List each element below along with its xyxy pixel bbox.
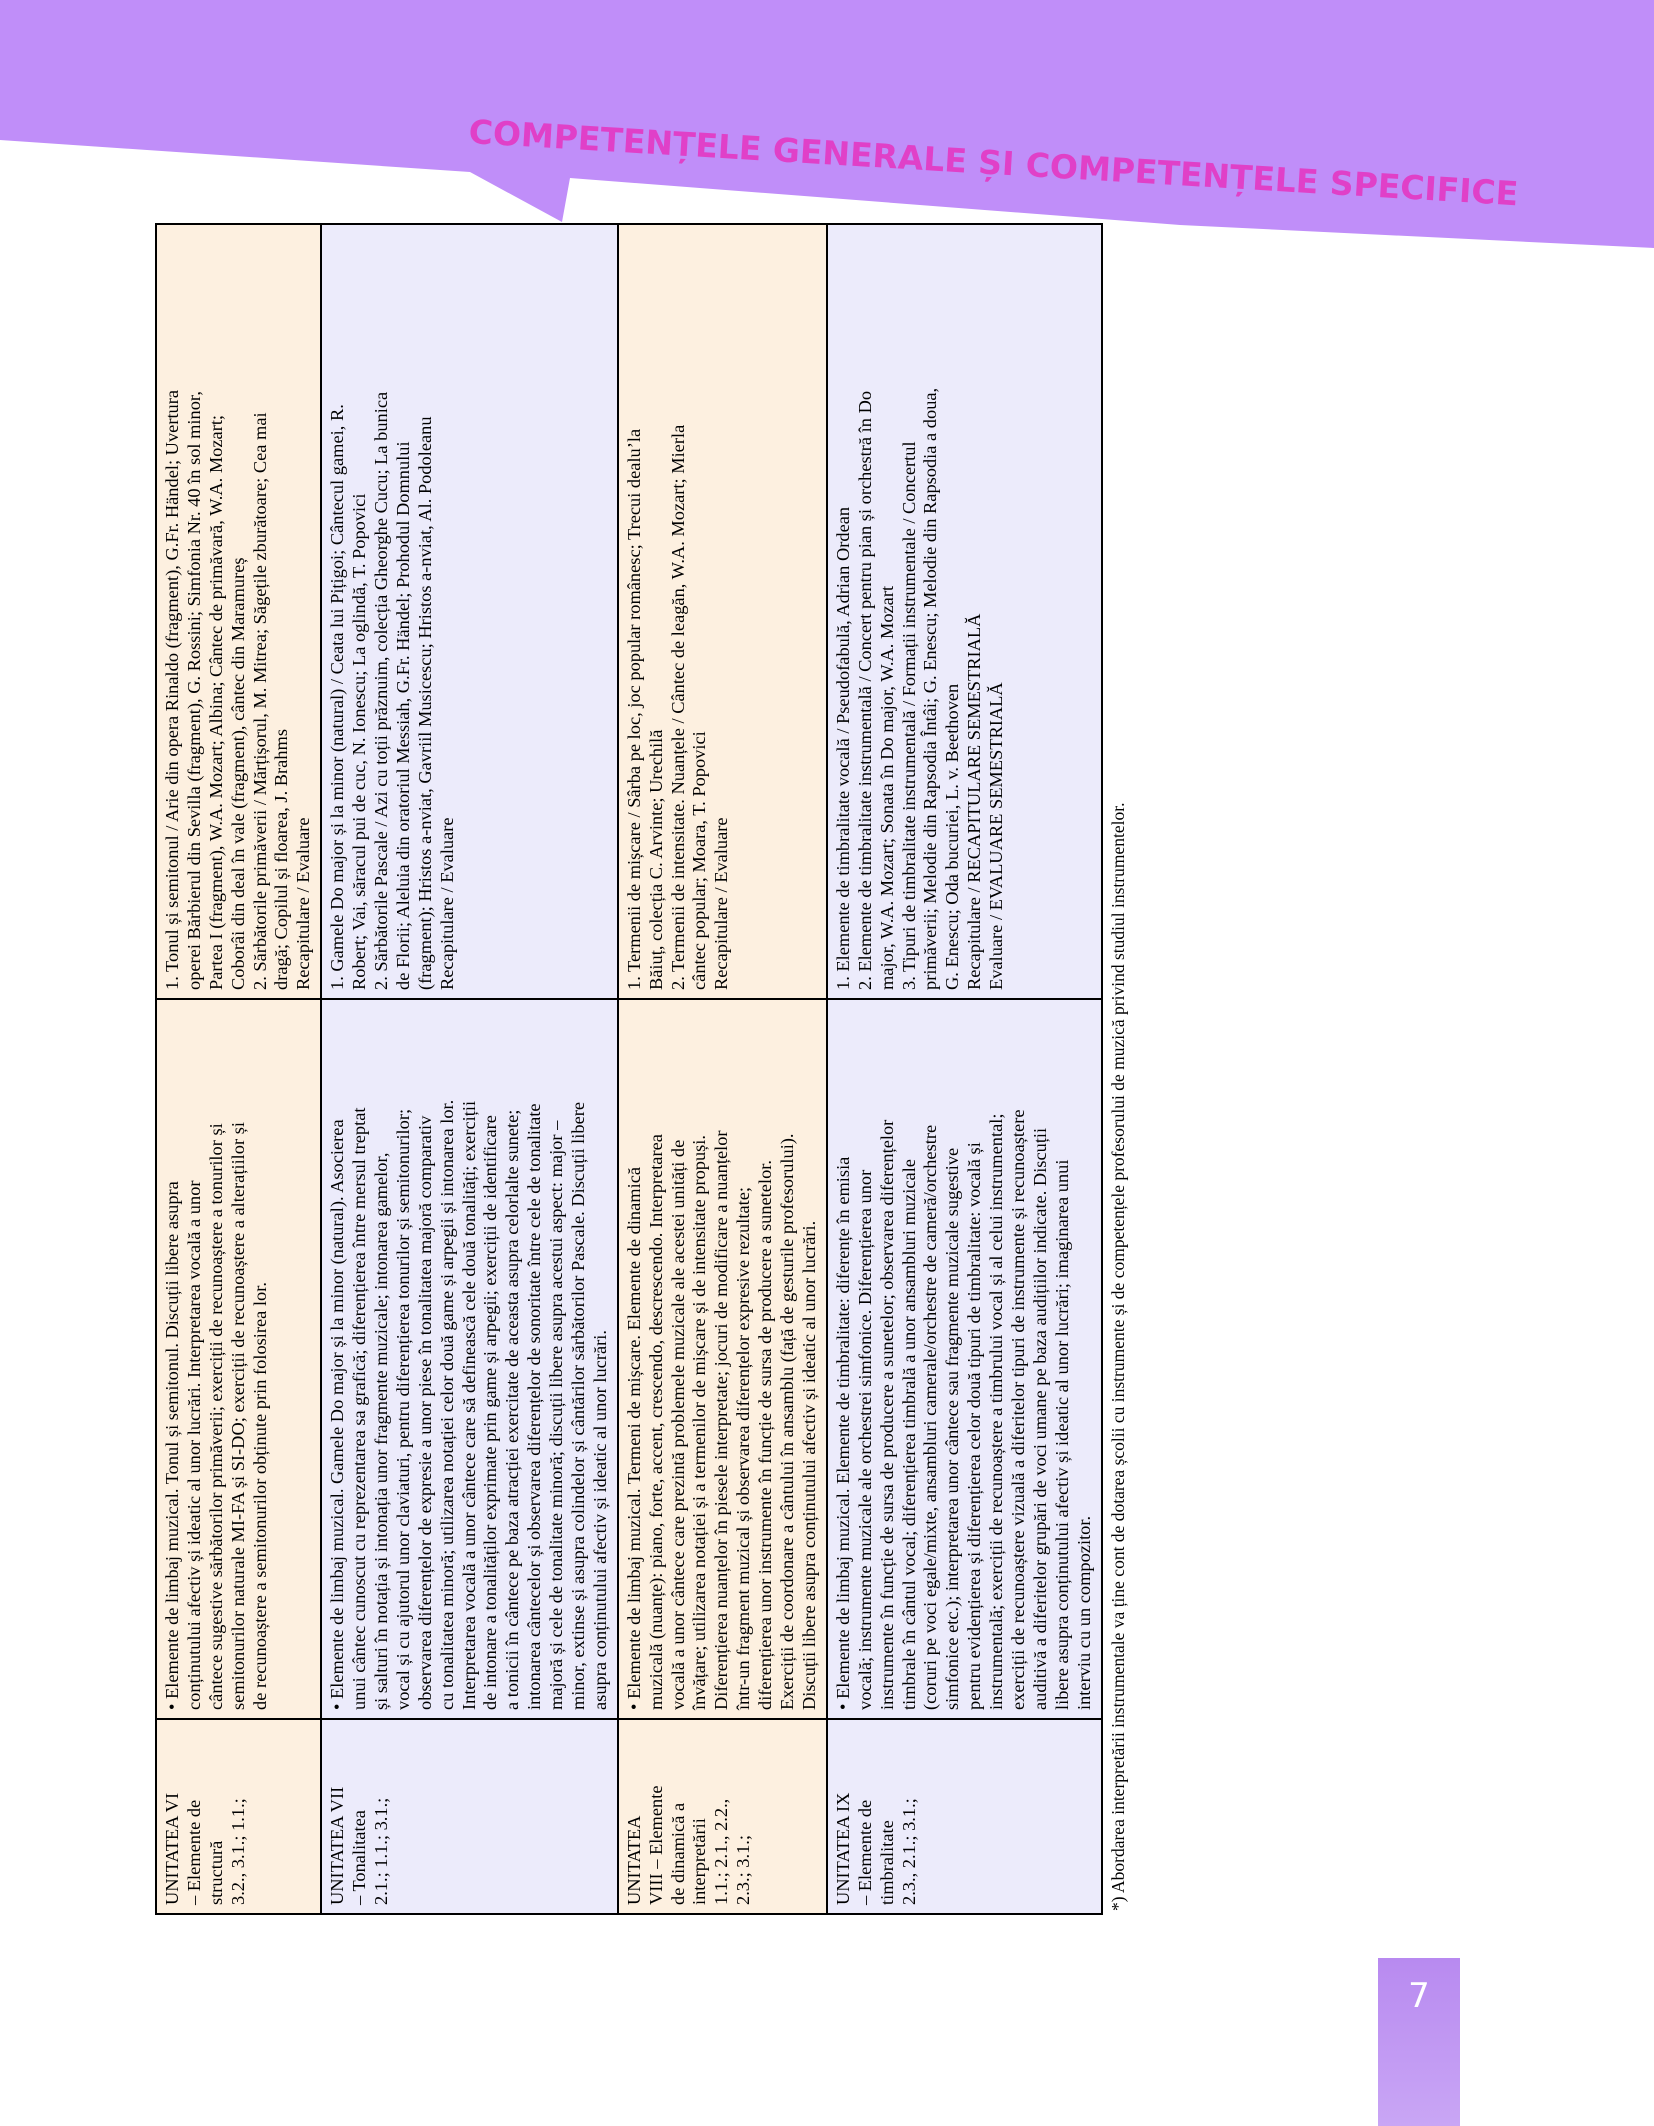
page-title: COMPETENȚELE GENERALE ȘI COMPETENȚELE SPECIFICE [467, 112, 1520, 214]
header-banner [0, 0, 1654, 260]
activities-cell: • Elemente de limbaj muzical. Gamele Do major și la minor (natural). Asocierea unui cântec cunoscut cu reprezentarea sa grafică; diferențierea între mersul treptat și salturi în notația și intonația unor fragmente muzicale; intonarea gamelor, vocal și cu ajutorul unor claviaturi, pentru diferențierea tonurilor și semitonurilor; observarea diferențelor de expresie a unor piese în tonalitatea majoră comparativ cu tonalitatea minoră; utilizarea notației celor două game și arpegii și intonarea lor. Interpretarea vocală a unor cântece care să definească cele două tonalități; exerciții de intonare a tonalităților exprimate prin game și arpegii; exerciții de identificare a tonicii în cântece pe baza atracției exercitate de aceasta asupra celorlalte sunete; intonarea cântecelor și observarea diferențelor de sonoritate între cele de tonalitate majoră și cele de tonalitate minoră; discuții libere asupra acestui aspect: major – minor, extinse și asupra colindelor și cântărilor sărbătorilor Pascale. Discuții libere asupra conținutului afectiv și ideatic al unor lucrări. [321, 999, 618, 1719]
content-cell: 1. Gamele Do major și la minor (natural) / Ceata lui Pițigoi; Cântecul gamei, R. Robert; Vai, săracul pui de cuc, N. Ionescu; La oglindă, T. Popovici 2. Sărbătorile Pascale / Azi cu toții prăznuim, colecția Gheorghe Cucu; La bunica de Florii; Aleluia din oratoriul Messiah, G.Fr. Händel; Prohodul Domnului (fragment); Hristos a-nviat, Gavriil Musicescu; Hristos a-nviat, Al. Podoleanu Recapitulare / Evaluare [321, 224, 618, 999]
content-cell: 1. Tonul și semitonul / Arie din opera Rinaldo (fragment), G.Fr. Händel; Uvertura operei Bărbierul din Sevilla (fragment), G. Rossini; Simfonia Nr. 40 în sol minor, Partea I (fragment), W.A. Mozart; Albina; Cântec de primăvară, W.A. Mozart; Coborâi din deal în vale (fragment), cântec din Maramureș 2. Sărbătorile primăverii / Mărțișorul, M. Mitrea; Săgețile zburătoare; Cea mai dragă; Copilul și floarea, J. Brahms Recapitulare / Evaluare [156, 224, 321, 999]
table-row [321, 224, 618, 1914]
page-number-tab [1378, 1958, 1460, 2126]
table-row [156, 224, 321, 1914]
rotated-page-content [155, 225, 1295, 1915]
unit-cell: UNITATEA IX – Elemente de timbralitate 2.3., 2.1.; 3.1.; [827, 1719, 1102, 1914]
content-cell: 1. Termenii de mișcare / Sârba pe loc, joc popular românesc; Trecui dealu’la Băiuț, colecția C. Arvinte; Urechilă 2. Termenii de intensitate. Nuanțele / Cântec de leagăn, W.A. Mozart; Mierla cântec popular; Moara, T. Popovici Recapitulare / Evaluare [618, 224, 827, 999]
banner-shape [0, 0, 1654, 248]
activities-cell: • Elemente de limbaj muzical. Termeni de mișcare. Elemente de dinamică muzicală (nuanțe): piano, forte, accent, crescendo, descrescendo. Interpretarea vocală a unor cântece care prezintă problemele muzicale ale acestei unități de învățare; utilizarea notației și a termenilor de mișcare și de intensitate propuși. Diferențierea nuanțelor în piesele interpretate; jocuri de modificare a nuanțelor într-un fragment muzical și observarea diferențelor expresive rezultate; diferențierea unor instrumente în funcție de sursa de producere a sunetelor. Exerciții de coordonare a cântului în ansamblu (față de gesturile profesorului). Discuții libere asupra conținutului afectiv și ideatic al unor lucrări. [618, 999, 827, 1719]
activities-cell: • Elemente de limbaj muzical. Elemente de timbralitate: diferențe în emisia vocală; instrumente muzicale ale orchestrei simfonice. Diferențierea unor instrumente în funcție de sursa de producere a sunetelor; observarea diferențelor timbrale în cântul vocal; diferențierea timbrală a unor ansambluri muzicale (coruri pe voci egale/mixte, ansambluri camerale/orchestre de cameră/orchestre simfonice etc.); interpretarea unor cântece sau fragmente muzicale sugestive pentru evidențierea și diferențierea celor două tipuri de timbralitate: vocală și instrumentală; exerciții de recunoaștere a timbrului vocal și al celui instrumental; exerciții de recunoaștere vizuală a diferitelor tipuri de instrumente și recunoaștere auditivă a diferitelor grupări de voci umane pe baza audițiilor indicate. Discuții libere asupra conținutului afectiv și ideatic al unor lucrări; imaginarea unui interviu cu un compozitor. [827, 999, 1102, 1719]
unit-cell: UNITATEA VI – Elemente de structură 3.2., 3.1.; 1.1.; [156, 1719, 321, 1914]
table-row [618, 224, 827, 1914]
footnote: *) Abordarea interpretării instrumentale va ține cont de dotarea școlii cu instrumente și de competențele profesorului de muzică privind studiul instrumentelor. [1107, 802, 1128, 1911]
content-cell: 1. Elemente de timbralitate vocală / Pseudofabulă, Adrian Ordean 2. Elemente de timbralitate instrumentală / Concert pentru pian și orchestră în Do major, W.A. Mozart; Sonata în Do major, W.A. Mozart 3. Tipuri de timbralitate instrumentală / Formații instrumentale / Concertul primăverii; Melodie din Rapsodia Întâi; G. Enescu; Melodie din Rapsodia a doua, G. Enescu; Oda bucuriei, L. v. Beethoven Recapitulare / RECAPITULARE SEMESTRIALĂ Evaluare / EVALUARE SEMESTRIALĂ [827, 224, 1102, 999]
activities-cell: • Elemente de limbaj muzical. Tonul și semitonul. Discuții libere asupra conținutului afectiv și ideatic al unor lucrări. Interpretarea vocală a unor cântece sugestive sărbătorilor primăverii; exerciții de recunoaștere a tonurilor și semitonurilor naturale MI-FA și SI-DO; exerciții de recunoaștere a alterațiilor și de recunoaștere a semitonurilor obținute prin folosirea lor. [156, 999, 321, 1719]
learning-units-table [155, 223, 1103, 1915]
unit-cell: UNITATEA VIII – Elemente de dinamică a interpretării 1.1.; 2.1., 2.2., 2.3.; 3.1.; [618, 1719, 827, 1914]
table-row [827, 224, 1102, 1914]
unit-cell: UNITATEA VII – Tonalitatea 2.1.; 1.1.; 3.1.; [321, 1719, 618, 1914]
page-number: 7 [1408, 1976, 1430, 2016]
